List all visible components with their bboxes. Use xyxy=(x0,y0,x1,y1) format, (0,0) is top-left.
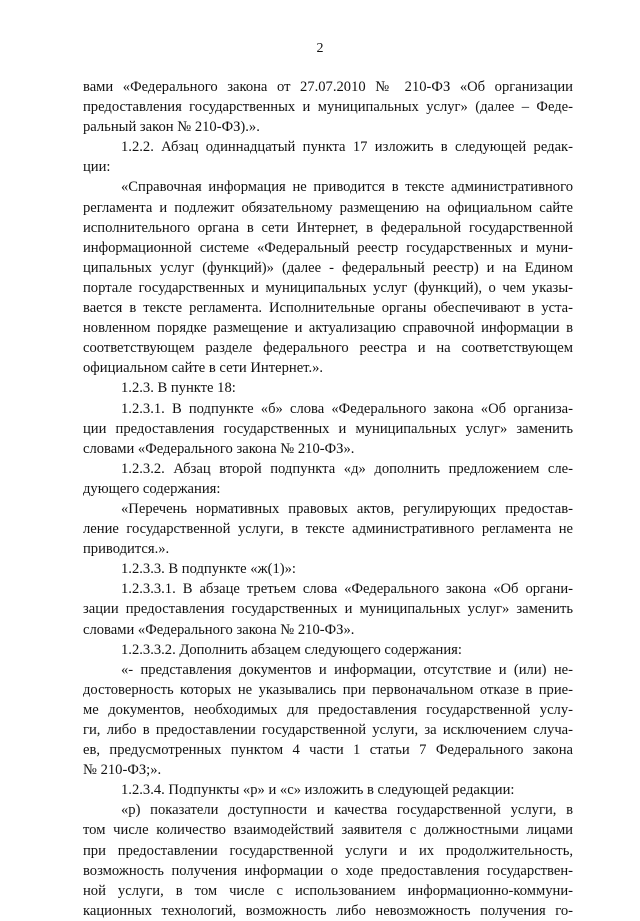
text-line: 1.2.3.1. В подпункте «б» слова «Федерального закона «Об организа- xyxy=(121,400,573,417)
text-line: регламента и подлежит обязательному размещению на официальном сайте xyxy=(83,199,573,216)
text-line: словами «Федерального закона № 210-ФЗ». xyxy=(83,621,355,638)
text-line: ральный закон № 210-ФЗ).». xyxy=(83,119,260,136)
text-line: официальном сайте в сети Интернет.». xyxy=(83,360,324,377)
text-line: «Справочная информация не приводится в тексте административного xyxy=(121,179,573,196)
text-line: словами «Федерального закона № 210-ФЗ». xyxy=(83,440,355,457)
text-line: портале государственных и муниципальных услуг (функций), о чем указы- xyxy=(83,279,573,296)
text-line: 1.2.3.3.2. Дополнить абзацем следующего содержания: xyxy=(121,641,462,658)
text-line: 1.2.3.4. Подпункты «р» и «с» изложить в следующей редакции: xyxy=(121,782,515,799)
text-line: кационных технологий, возможность либо невозможность получения го- xyxy=(83,902,573,919)
text-line: ципальных услуг (функций)» (далее - федеральный реестр) и на Едином xyxy=(83,259,573,276)
text-line: зации предоставления государственных и муниципальных услуг» заменить xyxy=(83,601,573,618)
text-line: № 210-ФЗ;». xyxy=(83,762,162,779)
text-line: «р) показатели доступности и качества государственной услуги, в xyxy=(121,802,573,819)
text-line: возможность получения информации о ходе предоставления государствен- xyxy=(83,862,573,879)
text-line: 1.2.3.3. В подпункте «ж(1)»: xyxy=(121,561,296,578)
page-number: 2 xyxy=(316,41,324,56)
text-line: ев, предусмотренных пунктом 4 части 1 статьи 7 Федерального закона xyxy=(83,742,573,759)
text-line: вами «Федерального закона от 27.07.2010 № 210-ФЗ «Об организации xyxy=(83,79,573,95)
text-line: «- представления документов и информации, отсутствие и (или) не- xyxy=(121,661,573,678)
text-line: вается в тексте регламента. Исполнительные органы обеспечивают в уста- xyxy=(83,300,573,317)
document-body xyxy=(83,77,573,921)
text-line: 1.2.3.3.1. В абзаце третьем слова «Федерального закона «Об органи- xyxy=(121,581,573,598)
text-line: соответствующем разделе федерального реестра и на соответствующем xyxy=(83,340,573,357)
text-line: достоверность которых не указывались при первоначальном отказе в прие- xyxy=(83,681,573,698)
text-line: ции предоставления государственных и муниципальных услуг» заменить xyxy=(83,420,573,437)
text-line: том числе количество взаимодействий заявителя с должностными лицами xyxy=(83,822,573,839)
text-line: ции: xyxy=(83,159,111,176)
text-line: исполнительного органа в сети Интернет, в федеральной государственной xyxy=(83,219,573,236)
text-line: предоставления государственных и муниципальных услуг» (далее – Феде- xyxy=(83,99,573,116)
text-line: информационной системе «Федеральный реестр государственных и муни- xyxy=(83,239,573,256)
text-line: ги, либо в предоставлении государственной услуги, за исключением случа- xyxy=(83,722,573,738)
text-line: «Перечень нормативных правовых актов, регулирующих предостав- xyxy=(121,500,573,517)
text-line: ление государственной услуги, в тексте административного регламента не xyxy=(83,521,573,538)
text-line: новленном порядке размещение и актуализацию справочной информации в xyxy=(83,320,573,337)
text-line: приводится.». xyxy=(83,541,170,558)
text-line: ме документов, необходимых для предоставления государственной услу- xyxy=(83,701,573,718)
text-line: дующего содержания: xyxy=(83,480,221,497)
text-line: 1.2.2. Абзац одиннадцатый пункта 17 изложить в следующей редак- xyxy=(121,139,573,156)
text-line: 1.2.3. В пункте 18: xyxy=(121,380,236,397)
text-line: 1.2.3.2. Абзац второй подпункта «д» дополнить предложением сле- xyxy=(121,460,573,477)
text-line: ной услуги, в том числе с использованием информационно-коммуни- xyxy=(83,882,573,899)
text-line: при предоставлении государственной услуги и их продолжительность, xyxy=(83,842,573,859)
